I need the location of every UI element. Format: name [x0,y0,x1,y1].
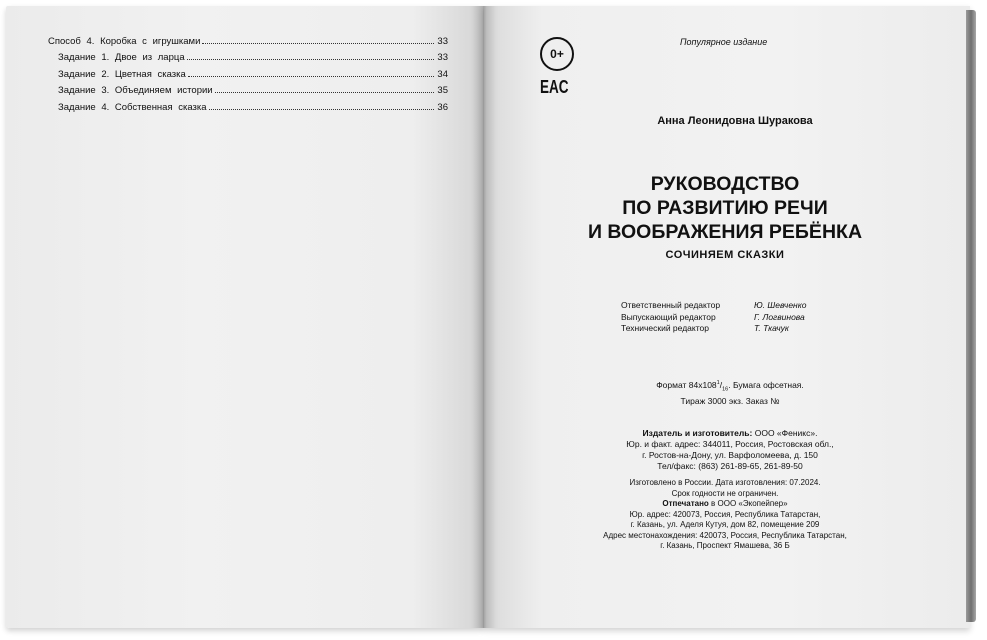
toc-entry-page: 35 [437,85,448,97]
publisher-info [600,428,860,472]
toc-entry-page: 36 [437,101,448,113]
staff-row [621,300,806,312]
toc-entry-title: Задание 1. Двое из ларца [58,52,185,64]
manufacture-info [580,478,870,552]
table-of-contents [48,36,448,118]
staff-row [621,312,806,324]
toc-leader-dots [202,43,434,44]
book-title-line: РУКОВОДСТВО [650,173,800,195]
format-fraction-den: 16 [722,386,729,393]
manufacture-line: Изготовлено в России. Дата изготовления: 07.2024. [629,478,821,487]
book-title-line: ПО РАЗВИТИЮ РЕЧИ [622,197,828,219]
staff-name: Т. Ткачук [754,323,789,333]
publisher-name: ООО «Феникс». [752,428,818,438]
toc-leader-dots [209,109,434,110]
printer-address: Адрес местонахождения: 420073, Россия, Республика Татарстан, [603,530,847,540]
printer-address: г. Казань, Проспект Ямашева, 36 Б [660,541,790,550]
toc-entry-title: Способ 4. Коробка с игрушками [48,36,201,47]
printer-line [580,499,870,510]
book-subtitle: СОЧИНЯЕМ СКАЗКИ [665,249,785,261]
printer-address: Юр. адрес: 420073, Россия, Республика Татарстан, [629,509,821,519]
publisher-line [600,428,860,439]
toc-leader-dots [215,92,434,93]
format-line: Формат $84х108^1/_{16}$. Бумага офсетная. [656,379,804,393]
staff-role: Технический редактор [621,323,709,333]
author-name: Анна Леонидовна Шуракова [657,115,813,127]
toc-entry-page: 34 [437,68,448,80]
staff-role: Ответственный редактор [621,300,721,310]
staff-name: Ю. Шевченко [754,300,807,310]
toc-entry [48,52,448,68]
manufacture-line: Срок годности не ограничен. [671,488,779,498]
staff-role: Выпускающий редактор [621,311,716,322]
book-title-line: И ВООБРАЖЕНИЯ РЕБЁНКА [587,221,863,243]
toc-entry-page: 33 [437,36,448,47]
publisher-phone: Тел/факс: (863) 261-89-65, 261-89-50 [657,461,803,471]
toc-entry-page: 33 [437,52,448,64]
editorial-staff [621,300,806,335]
toc-entry [48,102,448,118]
format-prefix: Формат 84х108 [656,379,717,390]
edition-type: Популярное издание [680,37,768,47]
toc-entry [48,85,448,101]
publisher-address: г. Ростов-на-Дону, ул. Варфоломеева, д. 150 [642,450,818,460]
format-suffix: . Бумага офсетная. [728,379,804,390]
page-edge [966,10,976,622]
eac-mark: EAC [540,77,569,97]
printer-label: Отпечатано [662,499,709,508]
print-format [600,378,860,407]
publisher-address: Юр. и факт. адрес: 344011, Россия, Ростовская обл., [626,439,834,449]
toc-entry-title: Задание 4. Собственная сказка [58,101,207,113]
printer-name: в ООО «Экопейпер» [708,499,788,508]
toc-entry-title: Задание 3. Объединяем истории [58,85,213,97]
toc-entry [48,69,448,85]
print-run: Тираж 3000 экз. Заказ № [680,395,780,406]
toc-entry [48,36,448,52]
format-fraction-num: 1 [716,380,720,386]
staff-name: Г. Логвинова [754,311,805,322]
book-title [555,172,895,244]
toc-leader-dots [187,59,434,60]
printer-address: г. Казань, ул. Аделя Кутуя, дом 82, помещение 209 [630,520,820,529]
publisher-label: Издатель и изготовитель: [642,428,753,438]
toc-entry-title: Задание 2. Цветная сказка [58,68,186,80]
toc-leader-dots [188,76,434,77]
age-rating-badge: 0+ [540,37,574,71]
staff-row [621,323,806,335]
